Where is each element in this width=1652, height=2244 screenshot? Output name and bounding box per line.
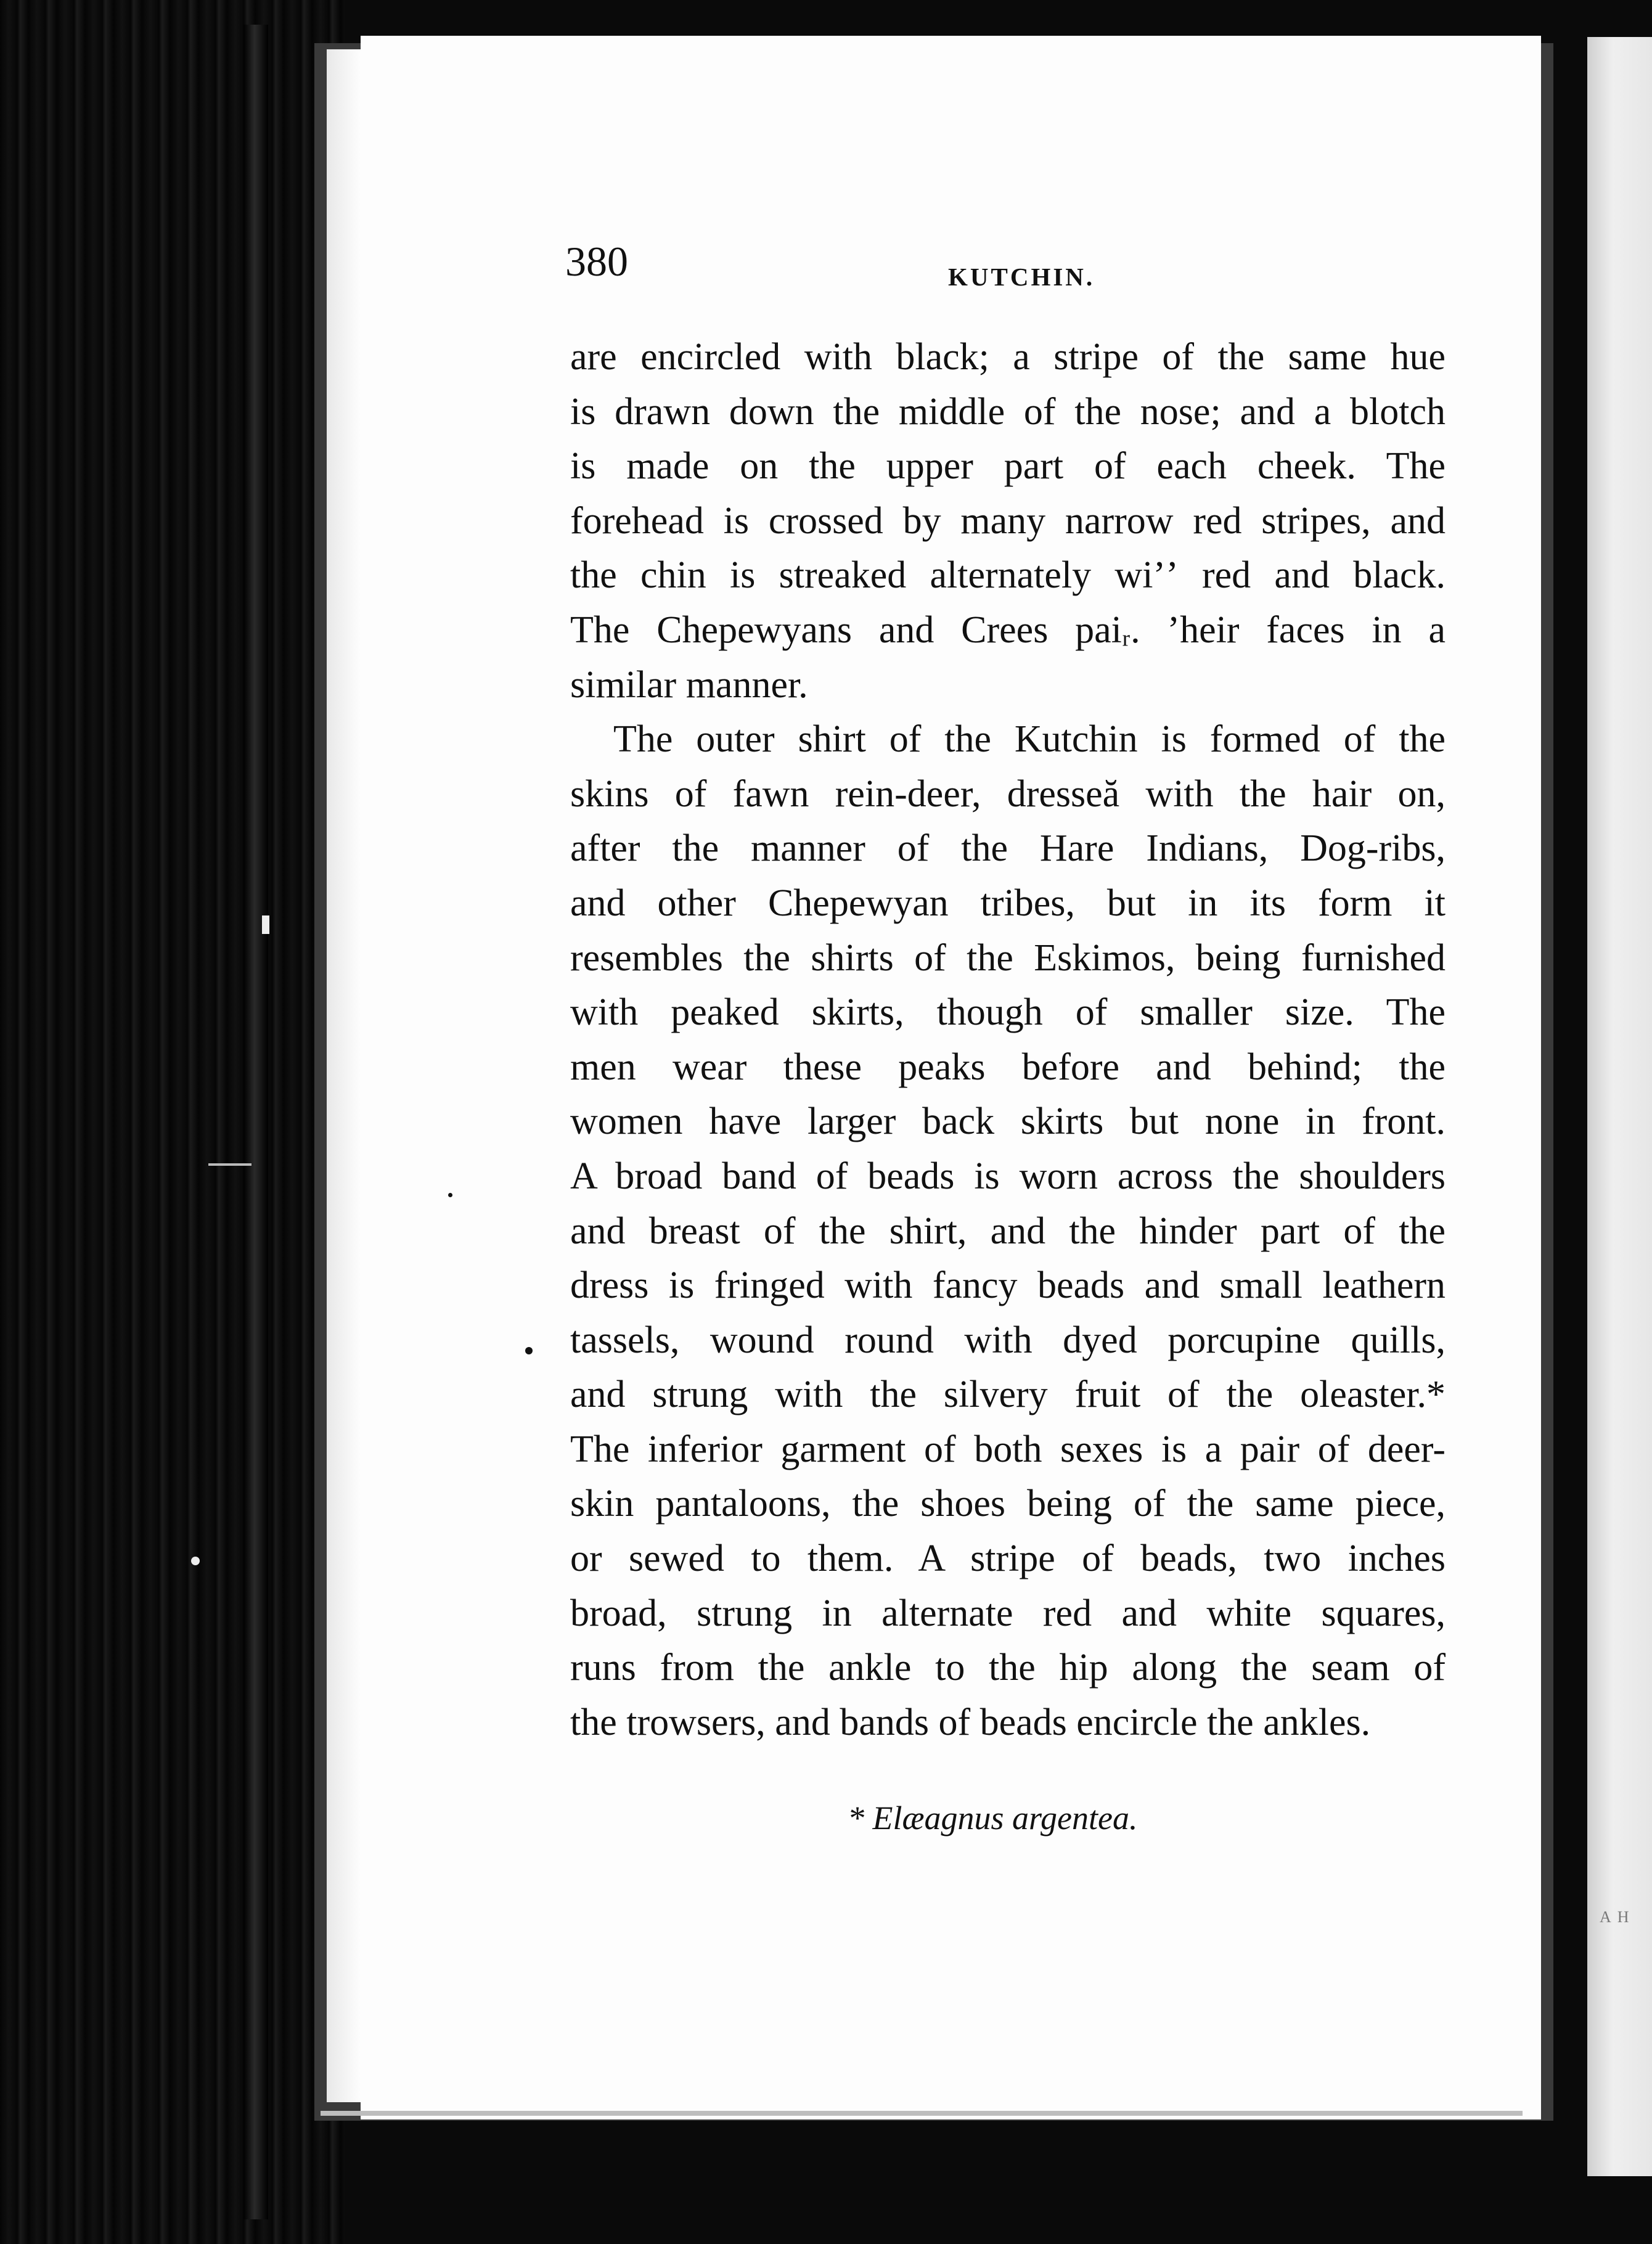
text-line: and other Chepewyan tribes, but in its form it [570,882,1446,924]
text-line: is drawn down the middle of the nose; and a blotch [570,390,1446,433]
binding-scratch [191,1557,200,1565]
footnote: * Elæagnus argentea. [848,1800,1138,1837]
text-line: similar manner. [570,663,808,706]
text-line: tassels, wound round with dyed porcupine quills, [570,1319,1446,1361]
text-line: The inferior garment of both sexes is a pair of deer- [570,1428,1446,1470]
paragraph-1 [570,330,1446,712]
text-line: with peaked skirts, though of smaller size. The [570,991,1446,1034]
page-bottom-edge [321,2111,1523,2116]
body-text [570,330,1446,1750]
text-line: The Chepewyans and Crees paiᵣ. ʼheir faces in a [570,608,1446,651]
binding-scratch [208,1163,251,1166]
text-line: forehead is crossed by many narrow red stripes, and [570,499,1446,542]
binding-edge [243,25,268,2219]
text-line: and breast of the shirt, and the hinder part of the [570,1210,1446,1252]
text-line: or sewed to them. A stripe of beads, two inches [570,1538,1446,1580]
text-line: after the manner of the Hare Indians, Dog-ribs, [570,827,1446,870]
book-binding [0,0,345,2244]
text-line: women have larger back skirts but none in front. [570,1100,1446,1143]
page-number: 380 [565,238,628,285]
text-line: the trowsers, and bands of beads encircle the ankles. [570,1701,1371,1743]
text-line: and strung with the silvery fruit of the oleaster.* [570,1374,1446,1416]
text-line: resembles the shirts of the Eskimos, being furnished [570,936,1446,979]
text-line: the chin is streaked alternately wiʼʼ red and black. [570,554,1446,597]
dust-speck [448,1193,452,1197]
text-line: are encircled with black; a stripe of the same hue [570,336,1446,378]
text-line: skins of fawn rein-deer, dresseă with the hair on, [570,772,1446,815]
text-line: broad, strung in alternate red and white squares, [570,1592,1446,1634]
page-edge [327,49,364,2102]
running-head: KUTCHIN. [948,263,1095,291]
text-line: is made on the upper part of each cheek. The [570,445,1446,488]
text-line: The outer shirt of the Kutchin is formed of the [613,718,1446,761]
text-line: A broad band of beads is worn across the shoulders [570,1155,1446,1197]
text-line: skin pantaloons, the shoes being of the same piece, [570,1483,1446,1525]
binding-scratch [262,915,269,934]
facing-page-edge [1587,37,1652,2176]
dust-speck [525,1347,533,1354]
text-line: dress is fringed with fancy beads and small leathern [570,1264,1446,1307]
text-line: men wear these peaks before and behind; the [570,1046,1446,1088]
facing-page-fragment: AH [1600,1908,1635,1926]
paragraph-2 [570,712,1446,1750]
text-line: runs from the ankle to the hip along the seam of [570,1647,1446,1689]
